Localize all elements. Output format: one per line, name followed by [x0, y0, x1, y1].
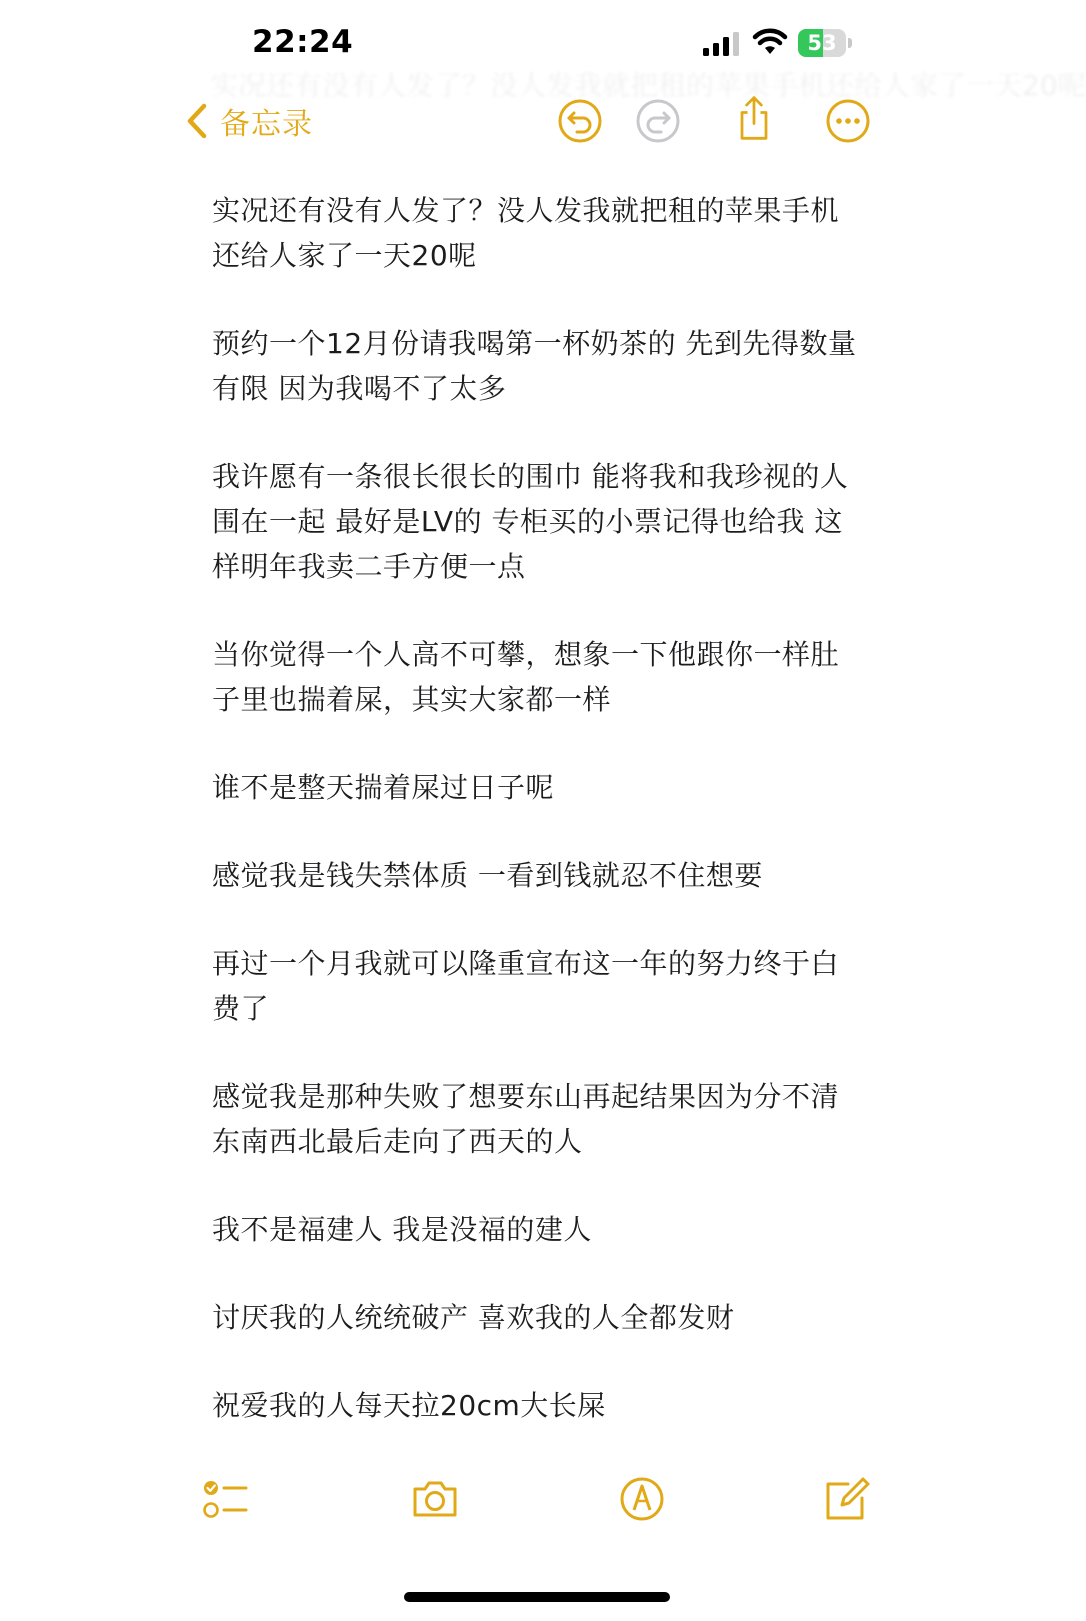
bottom-toolbar [0, 1472, 1080, 1532]
note-paragraph: 感觉我是那种失败了想要东山再起结果因为分不清东南西北最后走向了西天的人 [212, 1080, 840, 1158]
note-paragraph: 再过一个月我就可以隆重宣布这一年的努力终于白费了 [212, 947, 840, 1025]
checklist-icon[interactable] [202, 1474, 252, 1524]
compose-icon[interactable] [822, 1474, 872, 1524]
status-time: 22:24 [252, 24, 354, 60]
undo-icon[interactable] [556, 97, 604, 145]
note-paragraph: 谁不是整天揣着屎过日子呢 [212, 771, 555, 804]
back-label: 备忘录 [220, 107, 313, 142]
chevron-left-icon [186, 103, 208, 139]
back-button[interactable] [186, 98, 313, 144]
note-paragraph: 讨厌我的人统统破产 喜欢我的人全都发财 [212, 1301, 735, 1334]
note-body[interactable] [212, 188, 862, 1471]
camera-icon[interactable] [410, 1474, 460, 1524]
note-paragraph: 当你觉得一个人高不可攀，想象一下他跟你一样肚子里也揣着屎，其实大家都一样 [212, 638, 840, 716]
more-icon[interactable] [824, 97, 872, 145]
note-paragraph: 预约一个12月份请我喝第一杯奶茶的 先到先得数量有限 因为我喝不了太多 [212, 327, 857, 405]
home-indicator[interactable] [404, 1592, 670, 1602]
nav-bar [0, 90, 1080, 154]
note-paragraph: 我不是福建人 我是没福的建人 [212, 1213, 592, 1246]
wifi-icon [752, 28, 788, 56]
note-paragraph: 感觉我是钱失禁体质 一看到钱就忍不住想要 [212, 859, 763, 892]
note-paragraph: 祝爱我的人每天拉20cm大长屎 [212, 1389, 606, 1422]
note-paragraph: 实况还有没有人发了？没人发我就把租的苹果手机还给人家了一天20呢 [212, 194, 840, 272]
note-paragraph: 我许愿有一条很长很长的围巾 能将我和我珍视的人围在一起 最好是LV的 专柜买的小票记得也给我 这样明年我卖二手方便一点 [212, 460, 849, 583]
cellular-signal-icon [703, 32, 741, 56]
markup-icon[interactable] [617, 1474, 667, 1524]
redo-icon[interactable] [634, 97, 682, 145]
scrolled-text-ghost: 实况还有没有人发了？没人发我就把租的苹果手机还给人家了一天20呢 [210, 69, 1086, 102]
share-icon[interactable] [730, 94, 778, 142]
battery-percent: 53 [807, 31, 837, 55]
battery-icon [798, 29, 854, 57]
